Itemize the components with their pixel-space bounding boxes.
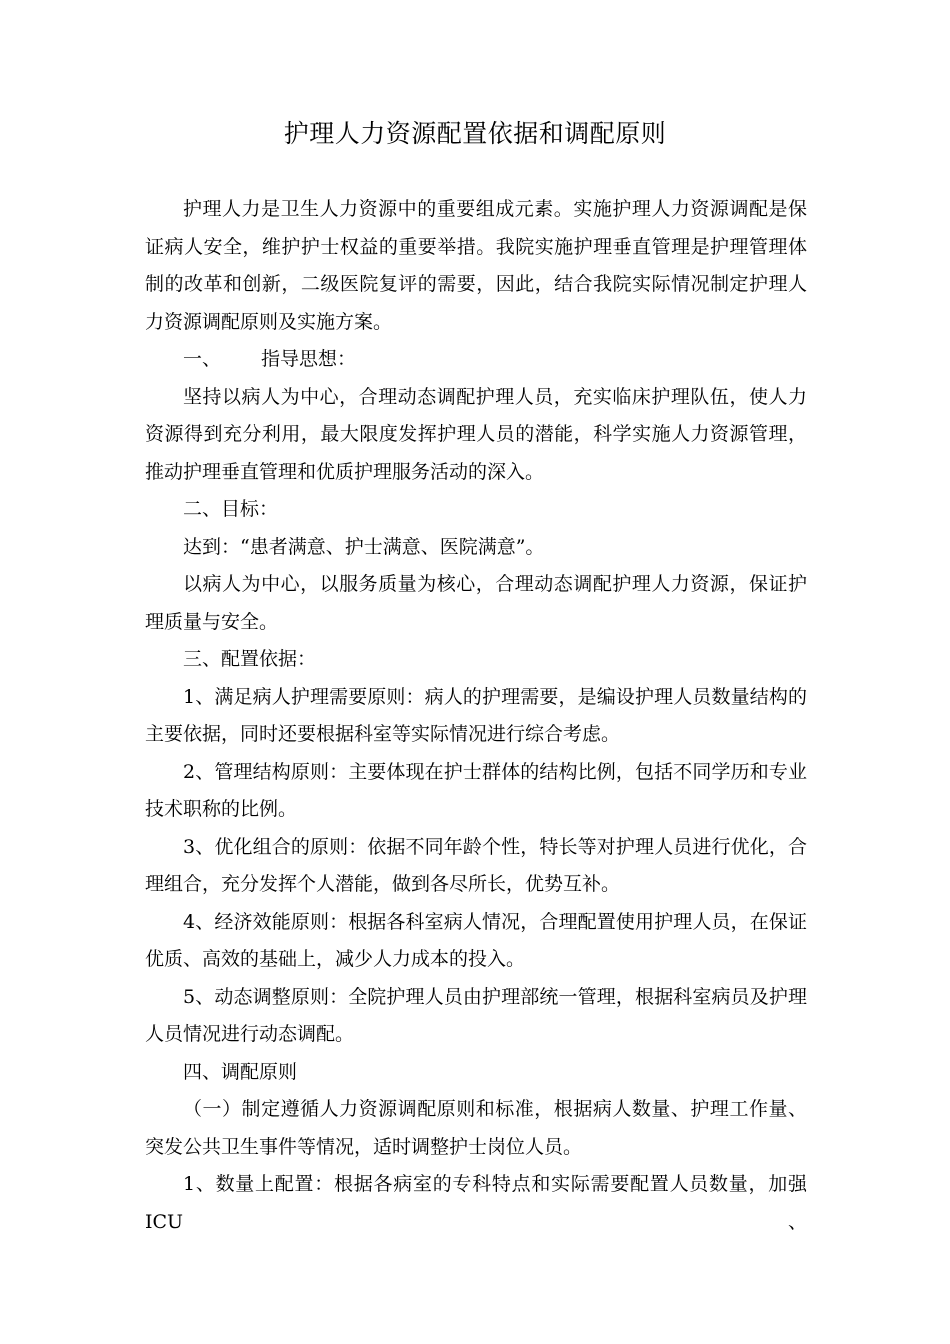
document-body bbox=[145, 191, 807, 1241]
paragraph-intro: 护理人力是卫生人力资源中的重要组成元素。实施护理人力资源调配是保证病人安全，维护护士权益的重要举措。我院实施护理垂直管理是护理管理体制的改革和创新，二级医院复评的需要，因此，结合我院实际情况制定护理人力资源调配原则及实施方案。 bbox=[145, 198, 807, 333]
section-label: 指导思想： bbox=[261, 348, 357, 370]
section-heading-allocation: 四、调配原则 bbox=[183, 1060, 298, 1083]
paragraph-basis-2: 2、管理结构原则：主要体现在护士群体的结构比例，包括不同学历和专业技术职称的比例。 bbox=[145, 760, 807, 820]
paragraph-basis-4: 4、经济效能原则：根据各科室病人情况，合理配置使用护理人员，在保证优质、高效的基础上，减少人力成本的投入。 bbox=[145, 910, 807, 970]
paragraph-basis-5: 5、动态调整原则：全院护理人员由护理部统一管理，根据科室病员及护理人员情况进行动态调配。 bbox=[145, 985, 807, 1045]
section-heading-basis: 三、配置依据： bbox=[183, 648, 317, 670]
section-heading-goal: 二、目标： bbox=[183, 498, 279, 520]
paragraph-guiding-ideology: 坚持以病人为中心，合理动态调配护理人员，充实临床护理队伍，使人力资源得到充分利用，最大限度发挥护理人员的潜能，科学实施人力资源管理，推动护理垂直管理和优质护理服务活动的深入。 bbox=[145, 385, 807, 483]
paragraph-goal-quote: 达到：“患者满意、护士满意、医院满意”。 bbox=[183, 535, 545, 558]
section-heading-guiding-ideology bbox=[145, 341, 807, 379]
document-title: 护理人力资源配置依据和调配原则 bbox=[283, 119, 667, 148]
paragraph-goal: 以病人为中心，以服务质量为核心，合理动态调配护理人力资源，保证护理质量与安全。 bbox=[145, 573, 807, 633]
paragraph-allocation-1: （一）制定遵循人力资源调配原则和标准，根据病人数量、护理工作量、突发公共卫生事件等情况，适时调整护士岗位人员。 bbox=[145, 1098, 807, 1158]
section-number: 一、 bbox=[183, 348, 222, 370]
paragraph-allocation-quantity: 1、数量上配置：根据各病室的专科特点和实际需要配置人员数量，加强ICU、 bbox=[145, 1173, 807, 1233]
paragraph-basis-3: 3、优化组合的原则：依据不同年龄个性，特长等对护理人员进行优化，合理组合，充分发挥个人潜能，做到各尽所长，优势互补。 bbox=[145, 835, 807, 895]
paragraph-basis-1: 1、满足病人护理需要原则：病人的护理需要，是编设护理人员数量结构的主要依据，同时还要根据科室等实际情况进行综合考虑。 bbox=[145, 685, 807, 745]
